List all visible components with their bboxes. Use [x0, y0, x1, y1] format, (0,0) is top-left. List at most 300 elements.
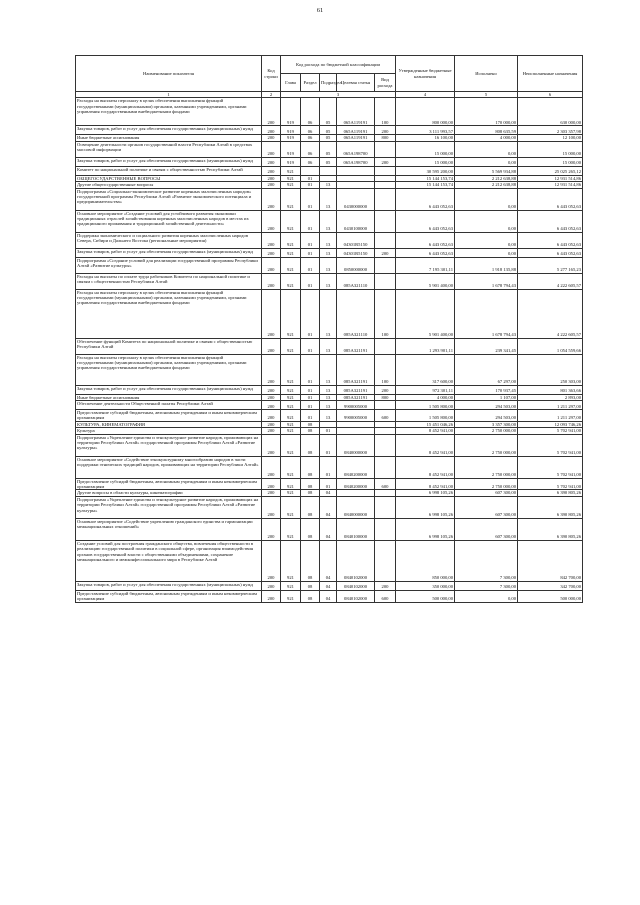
- row-code: 200: [262, 166, 281, 175]
- header-number: 2: [262, 92, 281, 98]
- row-unexecuted: 5 702 941,00: [518, 428, 583, 434]
- row-vid: [375, 496, 396, 518]
- row-code: 200: [262, 188, 281, 210]
- table-row: [76, 188, 583, 210]
- row-code: 200: [262, 456, 281, 478]
- row-unexecuted: 15 000,00: [518, 157, 583, 166]
- row-vid: 600: [375, 410, 396, 422]
- row-razdel: 08: [301, 590, 320, 602]
- row-razdel: 06: [301, 98, 320, 126]
- row-executed: 0,00: [455, 210, 518, 232]
- row-razdel: 01: [301, 410, 320, 422]
- table-row: [76, 456, 583, 478]
- row-razdel: 01: [301, 232, 320, 248]
- row-podrazdel: 13: [320, 248, 337, 257]
- row-executed: 2 212 638,88: [455, 182, 518, 188]
- row-target: 085А321110: [337, 273, 375, 289]
- header-razdel: Раздел: [301, 74, 320, 92]
- header-number: 6: [518, 92, 583, 98]
- row-approved: 4 000,00: [396, 394, 455, 400]
- row-podrazdel: 01: [320, 456, 337, 478]
- row-approved: 15 000,00: [396, 141, 455, 157]
- row-glava: 921: [281, 421, 301, 427]
- row-code: 200: [262, 157, 281, 166]
- row-podrazdel: 05: [320, 157, 337, 166]
- row-approved: 7 195 301,11: [396, 257, 455, 273]
- row-code: 200: [262, 210, 281, 232]
- row-approved: 5 901 400,00: [396, 273, 455, 289]
- row-unexecuted: 5 702 941,00: [518, 478, 583, 490]
- row-name: Расходы на выплаты по оплате труда работников Комитета по национальной политике и связям с общественностью Республики Алтай: [76, 273, 262, 289]
- row-podrazdel: 05: [320, 98, 337, 126]
- row-podrazdel: 04: [320, 496, 337, 518]
- row-glava: 919: [281, 141, 301, 157]
- page-number: 61: [316, 7, 324, 14]
- row-vid: [375, 338, 396, 354]
- row-executed: 1 107,00: [455, 394, 518, 400]
- table-row: [76, 354, 583, 385]
- header-number: 4: [396, 92, 455, 98]
- row-razdel: 08: [301, 478, 320, 490]
- row-glava: 921: [281, 456, 301, 478]
- row-glava: 921: [281, 338, 301, 354]
- row-name: Предоставление субсидий бюджетным, автономным учреждениям и иным некоммерческим организациям: [76, 590, 262, 602]
- row-unexecuted: 6 443 052,63: [518, 210, 583, 232]
- row-target: 065А119191: [337, 126, 375, 135]
- row-vid: 600: [375, 478, 396, 490]
- row-podrazdel: 13: [320, 210, 337, 232]
- header-unexecuted: Неисполненные назначения: [518, 56, 583, 92]
- row-podrazdel: 13: [320, 257, 337, 273]
- row-vid: [375, 456, 396, 478]
- table-row: [76, 257, 583, 273]
- row-razdel: 08: [301, 518, 320, 540]
- row-code: 200: [262, 354, 281, 385]
- row-unexecuted: 6 390 805,26: [518, 490, 583, 496]
- row-name: Закупка товаров, работ и услуг для обеспечения государственных (муниципальных) нужд: [76, 581, 262, 590]
- row-code: 200: [262, 518, 281, 540]
- row-razdel: 06: [301, 157, 320, 166]
- row-name: Закупка товаров, работ и услуг для обеспечения государственных (муниципальных) нужд: [76, 248, 262, 257]
- row-unexecuted: 2 303 357,98: [518, 126, 583, 135]
- row-code: 200: [262, 434, 281, 456]
- row-executed: 1 678 794,43: [455, 273, 518, 289]
- row-unexecuted: 6 443 052,63: [518, 232, 583, 248]
- row-code: 200: [262, 175, 281, 181]
- row-executed: 0,00: [455, 590, 518, 602]
- table-row: [76, 232, 583, 248]
- row-unexecuted: 6 443 052,63: [518, 188, 583, 210]
- row-code: 200: [262, 338, 281, 354]
- row-name: Подпрограмма «Социально-экономическое развитие коренных малочисленных народов» государственной программы Республики Алтай «Развитие экономического потенциала и предпринимательства»: [76, 188, 262, 210]
- row-name: Подпрограмма «Укрепление единства и этнокультурное развитие народов, проживающих на территории Республики Алтай» государственной программы Республики Алтай «Развитие культуры»: [76, 496, 262, 518]
- row-razdel: 08: [301, 496, 320, 518]
- row-unexecuted: 12 931 514,86: [518, 175, 583, 181]
- table-row: [76, 434, 583, 456]
- row-podrazdel: 13: [320, 354, 337, 385]
- row-target: 085А321191: [337, 338, 375, 354]
- row-vid: 200: [375, 157, 396, 166]
- header-executed: Исполнено: [455, 56, 518, 92]
- row-approved: 1 505 800,00: [396, 401, 455, 410]
- row-glava: 919: [281, 135, 301, 141]
- row-code: 200: [262, 141, 281, 157]
- table-row: [76, 410, 583, 422]
- row-code: 200: [262, 428, 281, 434]
- row-vid: 200: [375, 581, 396, 590]
- row-glava: 921: [281, 232, 301, 248]
- row-unexecuted: 25 025 265,12: [518, 166, 583, 175]
- row-target: 065А198700: [337, 157, 375, 166]
- table-row: [76, 518, 583, 540]
- row-glava: 921: [281, 478, 301, 490]
- table-row: [76, 590, 583, 602]
- row-code: 200: [262, 394, 281, 400]
- row-unexecuted: 801 363,66: [518, 385, 583, 394]
- row-podrazdel: 13: [320, 232, 337, 248]
- row-podrazdel: 01: [320, 428, 337, 434]
- row-target: 9900005000: [337, 410, 375, 422]
- row-code: 200: [262, 421, 281, 427]
- row-podrazdel: 13: [320, 182, 337, 188]
- row-vid: [375, 232, 396, 248]
- header-number: 5: [455, 92, 518, 98]
- row-podrazdel: 13: [320, 273, 337, 289]
- row-name: Другие вопросы в области культуры, кинематографии: [76, 490, 262, 496]
- row-podrazdel: 04: [320, 518, 337, 540]
- row-executed: 2 750 000,00: [455, 478, 518, 490]
- row-glava: 921: [281, 496, 301, 518]
- row-approved: 1 293 901,11: [396, 338, 455, 354]
- row-glava: 921: [281, 410, 301, 422]
- table-row: [76, 490, 583, 496]
- row-executed: 170 000,00: [455, 98, 518, 126]
- row-unexecuted: 5 702 941,00: [518, 456, 583, 478]
- table-row: [76, 581, 583, 590]
- row-razdel: 08: [301, 434, 320, 456]
- header-approved: Утвержденные бюджетные назначения: [396, 56, 455, 92]
- row-podrazdel: 13: [320, 385, 337, 394]
- row-unexecuted: 6 390 805,26: [518, 518, 583, 540]
- row-approved: 30 595 200,00: [396, 166, 455, 175]
- row-vid: [375, 401, 396, 410]
- row-code: 200: [262, 401, 281, 410]
- row-name: Культура: [76, 428, 262, 434]
- row-approved: 15 000,00: [396, 157, 455, 166]
- table-row: [76, 289, 583, 338]
- row-approved: 6 443 052,63: [396, 188, 455, 210]
- row-razdel: 01: [301, 182, 320, 188]
- row-unexecuted: 4 222 605,57: [518, 273, 583, 289]
- row-glava: 921: [281, 434, 301, 456]
- row-razdel: [301, 166, 320, 175]
- table-row: [76, 496, 583, 518]
- row-name: Обеспечение деятельности Общественной палаты Республики Алтай: [76, 401, 262, 410]
- row-name: Расходы на выплаты персоналу в целях обеспечения выполнения функций государственными (муниципальными) органами, казенными учреждениями, органами управления государственными внебюджетными фондами: [76, 98, 262, 126]
- header-budget-class: Код расхода по бюджетной классификации: [281, 56, 396, 74]
- row-razdel: 08: [301, 490, 320, 496]
- row-approved: 800 000,00: [396, 98, 455, 126]
- row-podrazdel: 13: [320, 188, 337, 210]
- row-name: Иные бюджетные ассигнования: [76, 135, 262, 141]
- row-approved: 3 111 993,57: [396, 126, 455, 135]
- row-target: 0840000000: [337, 496, 375, 518]
- row-glava: 921: [281, 289, 301, 338]
- row-glava: 921: [281, 590, 301, 602]
- row-vid: 100: [375, 289, 396, 338]
- row-vid: [375, 540, 396, 581]
- row-code: 200: [262, 540, 281, 581]
- row-name: ОБЩЕГОСУДАРСТВЕННЫЕ ВОПРОСЫ: [76, 175, 262, 181]
- row-podrazdel: 04: [320, 490, 337, 496]
- header-number: 1: [76, 92, 262, 98]
- row-vid: 200: [375, 385, 396, 394]
- row-podrazdel: 04: [320, 581, 337, 590]
- row-name: Предоставление субсидий бюджетным, автономным учреждениям и иным некоммерческим организациям: [76, 410, 262, 422]
- row-target: 085А321191: [337, 394, 375, 400]
- row-target: 0840102000: [337, 540, 375, 581]
- row-target: 04301R5150: [337, 232, 375, 248]
- row-name: КУЛЬТУРА, КИНЕМАТОГРАФИЯ: [76, 421, 262, 427]
- row-unexecuted: 1 211 297,00: [518, 401, 583, 410]
- header-target: Целевая статья: [337, 74, 375, 92]
- row-name: Подпрограмма «Укрепление единства и этнокультурное развитие народов, проживающих на территории Республики Алтай» государственной программы Республики Алтай «Развитие культуры»: [76, 434, 262, 456]
- row-approved: 6 998 105,26: [396, 490, 455, 496]
- row-target: 0840100000: [337, 518, 375, 540]
- row-executed: 607 300,00: [455, 490, 518, 496]
- row-name: Обеспечение функций Комитета по национальной политике и связям с общественностью Республики Алтай: [76, 338, 262, 354]
- row-name: Поддержка экономического и социального развития коренных малочисленных народов Севера, Сибири и Дальнего Востока (региональные мероприятия): [76, 232, 262, 248]
- row-razdel: 01: [301, 394, 320, 400]
- row-vid: 100: [375, 98, 396, 126]
- row-razdel: 08: [301, 540, 320, 581]
- row-unexecuted: 6 390 805,26: [518, 496, 583, 518]
- row-executed: 67 297,00: [455, 354, 518, 385]
- row-target: 0840200000: [337, 478, 375, 490]
- row-target: 065А198700: [337, 141, 375, 157]
- row-target: 085А321191: [337, 354, 375, 385]
- row-name: Комитет по национальной политике и связям с общественностью Республики Алтай: [76, 166, 262, 175]
- row-glava: 919: [281, 126, 301, 135]
- row-unexecuted: 6 443 052,63: [518, 248, 583, 257]
- row-glava: 921: [281, 518, 301, 540]
- table-row: [76, 248, 583, 257]
- row-code: 200: [262, 581, 281, 590]
- row-unexecuted: 342 700,00: [518, 581, 583, 590]
- row-vid: [375, 518, 396, 540]
- row-unexecuted: 630 000,00: [518, 98, 583, 126]
- row-podrazdel: 13: [320, 410, 337, 422]
- row-glava: 921: [281, 188, 301, 210]
- row-glava: 921: [281, 182, 301, 188]
- row-unexecuted: 5 277 165,23: [518, 257, 583, 273]
- table-row: [76, 210, 583, 232]
- row-razdel: 01: [301, 210, 320, 232]
- table-row: [76, 157, 583, 166]
- row-razdel: 01: [301, 385, 320, 394]
- row-vid: 600: [375, 590, 396, 602]
- row-name: Предоставление субсидий бюджетным, автономным учреждениям и иным некоммерческим организациям: [76, 478, 262, 490]
- row-approved: 6 443 052,63: [396, 210, 455, 232]
- row-approved: 500 000,00: [396, 590, 455, 602]
- row-executed: 239 341,45: [455, 338, 518, 354]
- header-name: Наименование показателя: [76, 56, 262, 92]
- row-name: Расходы на выплаты персоналу в целях обеспечения выполнения функций государственными (муниципальными) органами, казенными учреждениями, органами управления государственными внебюджетными фондами: [76, 354, 262, 385]
- row-podrazdel: 13: [320, 289, 337, 338]
- row-code: 200: [262, 126, 281, 135]
- row-target: 0430100000: [337, 210, 375, 232]
- row-target: 065А119191: [337, 135, 375, 141]
- row-approved: 6 443 052,63: [396, 248, 455, 257]
- table-row: [76, 385, 583, 394]
- row-glava: 921: [281, 385, 301, 394]
- row-executed: 3 357 300,00: [455, 421, 518, 427]
- row-code: 200: [262, 257, 281, 273]
- header-number: 3: [281, 92, 396, 98]
- row-executed: 808 635,59: [455, 126, 518, 135]
- row-razdel: 01: [301, 257, 320, 273]
- row-podrazdel: 05: [320, 135, 337, 141]
- table-row: [76, 141, 583, 157]
- table-row: [76, 182, 583, 188]
- row-vid: 200: [375, 126, 396, 135]
- row-executed: 607 300,00: [455, 518, 518, 540]
- row-code: 200: [262, 273, 281, 289]
- row-glava: 921: [281, 166, 301, 175]
- row-approved: 15 144 153,74: [396, 175, 455, 181]
- table-body: [76, 98, 583, 602]
- row-podrazdel: 13: [320, 394, 337, 400]
- row-podrazdel: 04: [320, 540, 337, 581]
- row-vid: 800: [375, 394, 396, 400]
- row-target: 0840102000: [337, 590, 375, 602]
- row-target: 0430000000: [337, 188, 375, 210]
- table-row: [76, 478, 583, 490]
- table-row: [76, 338, 583, 354]
- row-target: 9900005000: [337, 401, 375, 410]
- row-executed: 4 000,00: [455, 135, 518, 141]
- row-podrazdel: 13: [320, 338, 337, 354]
- row-code: 200: [262, 478, 281, 490]
- table-row: [76, 166, 583, 175]
- row-target: 085А321191: [337, 385, 375, 394]
- row-code: 200: [262, 496, 281, 518]
- row-razdel: 01: [301, 248, 320, 257]
- header-glava: Глава: [281, 74, 301, 92]
- row-razdel: 01: [301, 289, 320, 338]
- row-executed: 1 678 794,43: [455, 289, 518, 338]
- row-razdel: 06: [301, 126, 320, 135]
- row-executed: 5 569 934,88: [455, 166, 518, 175]
- row-name: Закупка товаров, работ и услуг для обеспечения государственных (муниципальных) нужд: [76, 126, 262, 135]
- row-vid: [375, 141, 396, 157]
- row-executed: 7 300,00: [455, 540, 518, 581]
- row-razdel: 01: [301, 188, 320, 210]
- row-approved: 317 600,00: [396, 354, 455, 385]
- row-glava: 921: [281, 354, 301, 385]
- row-unexecuted: 15 000,00: [518, 141, 583, 157]
- row-unexecuted: 12 931 514,86: [518, 182, 583, 188]
- row-executed: 0,00: [455, 157, 518, 166]
- row-target: 0850000000: [337, 257, 375, 273]
- row-approved: 972 301,11: [396, 385, 455, 394]
- row-name: Основное мероприятие «Содействие укреплению гражданского единства и гармонизации межнациональных отношений»: [76, 518, 262, 540]
- budget-execution-table: [75, 55, 583, 603]
- row-vid: 100: [375, 354, 396, 385]
- row-unexecuted: 5 702 941,00: [518, 434, 583, 456]
- row-podrazdel: 01: [320, 478, 337, 490]
- row-approved: 8 452 941,00: [396, 434, 455, 456]
- row-glava: 921: [281, 175, 301, 181]
- row-razdel: 01: [301, 338, 320, 354]
- table-row: [76, 273, 583, 289]
- row-vid: [375, 188, 396, 210]
- row-target: 065А119191: [337, 98, 375, 126]
- row-glava: 919: [281, 98, 301, 126]
- header-vid: Вид расхода: [375, 74, 396, 92]
- row-vid: [375, 434, 396, 456]
- row-unexecuted: 500 000,00: [518, 590, 583, 602]
- row-razdel: 01: [301, 401, 320, 410]
- row-target: 085А321110: [337, 289, 375, 338]
- row-vid: [375, 210, 396, 232]
- row-podrazdel: 01: [320, 434, 337, 456]
- header-podrazdel: Подраздел: [320, 74, 337, 92]
- row-vid: 800: [375, 135, 396, 141]
- row-unexecuted: 12 100,00: [518, 135, 583, 141]
- row-target: 04301R5150: [337, 248, 375, 257]
- row-vid: 200: [375, 248, 396, 257]
- row-podrazdel: 04: [320, 590, 337, 602]
- row-code: 200: [262, 232, 281, 248]
- row-executed: 2 750 000,00: [455, 456, 518, 478]
- row-code: 200: [262, 248, 281, 257]
- row-executed: 170 937,45: [455, 385, 518, 394]
- row-executed: 294 503,00: [455, 401, 518, 410]
- row-glava: 921: [281, 490, 301, 496]
- row-name: Освещение деятельности органов государственной власти Республики Алтай в средствах массовой информации: [76, 141, 262, 157]
- row-approved: 16 100,00: [396, 135, 455, 141]
- row-razdel: 01: [301, 175, 320, 181]
- row-approved: 8 452 941,00: [396, 428, 455, 434]
- row-glava: 921: [281, 581, 301, 590]
- row-glava: 921: [281, 248, 301, 257]
- row-razdel: 01: [301, 273, 320, 289]
- row-glava: 919: [281, 157, 301, 166]
- row-name: Основное мероприятие «Создание условий для устойчивого развития экономики традиционных отраслей хозяйствования коренных малочисленных народов в местах их традиционного проживания и традиционной хозяйственной деятельности»: [76, 210, 262, 232]
- row-target: [337, 166, 375, 175]
- row-approved: 5 901 400,00: [396, 289, 455, 338]
- row-executed: 0,00: [455, 188, 518, 210]
- row-executed: 0,00: [455, 232, 518, 248]
- row-glava: 921: [281, 401, 301, 410]
- row-razdel: 08: [301, 456, 320, 478]
- row-target: 0840102000: [337, 581, 375, 590]
- row-name: Создание условий для построения гражданского общества, вовлечения общественности в реализацию государственной политики в социальной сфере, организация взаимодействия органов государственной власти с общественными объединениями, сохранение межнационального и межконфессионального мира в Республике Алтай: [76, 540, 262, 581]
- row-name: Закупка товаров, работ и услуг для обеспечения государственных (муниципальных) нужд: [76, 385, 262, 394]
- row-name: Расходы на выплаты персоналу в целях обеспечения выполнения функций государственными (муниципальными) органами, казенными учреждениями, органами управления государственными внебюджетными фондами: [76, 289, 262, 338]
- row-vid: [375, 257, 396, 273]
- row-approved: 8 452 941,00: [396, 456, 455, 478]
- row-code: 200: [262, 98, 281, 126]
- row-name: Подпрограмма «Создание условий для реализации государственной программы Республики Алтай «Развитие культуры»: [76, 257, 262, 273]
- row-approved: 15 451 046,26: [396, 421, 455, 427]
- row-razdel: 08: [301, 581, 320, 590]
- row-code: 200: [262, 410, 281, 422]
- row-unexecuted: 12 093 746,26: [518, 421, 583, 427]
- table-row: [76, 126, 583, 135]
- row-razdel: 08: [301, 421, 320, 427]
